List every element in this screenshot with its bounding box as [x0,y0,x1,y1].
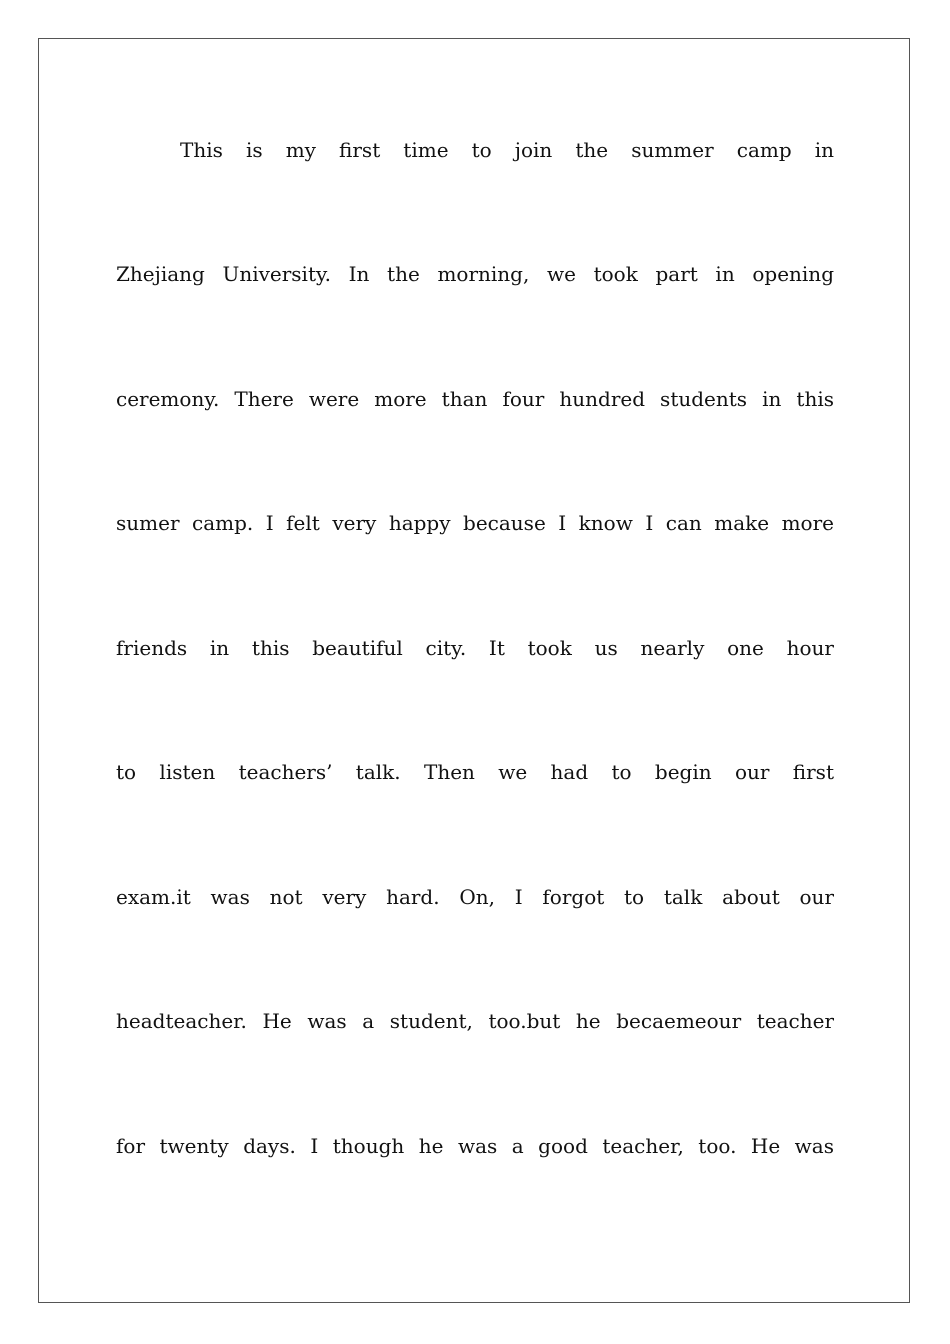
page-frame [38,38,910,1303]
paragraph-line: sumer camp. I felt very happy because I know I can make more [116,511,834,535]
paragraph-line: to listen teachers’ talk. Then we had to begin our first [116,760,834,784]
paragraph-line: headteacher. He was a student, too.but he becaemeour teacher [116,1009,834,1033]
paragraph-line: ceremony. There were more than four hundred students in this [116,387,834,411]
paragraph-line: This is my first time to join the summer camp in [180,138,834,162]
paragraph-line: Zhejiang University. In the morning, we took part in opening [116,262,834,286]
paragraph-line: for twenty days. I though he was a good teacher, too. He was [116,1134,834,1158]
paragraph-line: friends in this beautiful city. It took us nearly one hour [116,636,834,660]
paragraph-line: exam.it was not very hard. On, I forgot to talk about our [116,885,834,909]
